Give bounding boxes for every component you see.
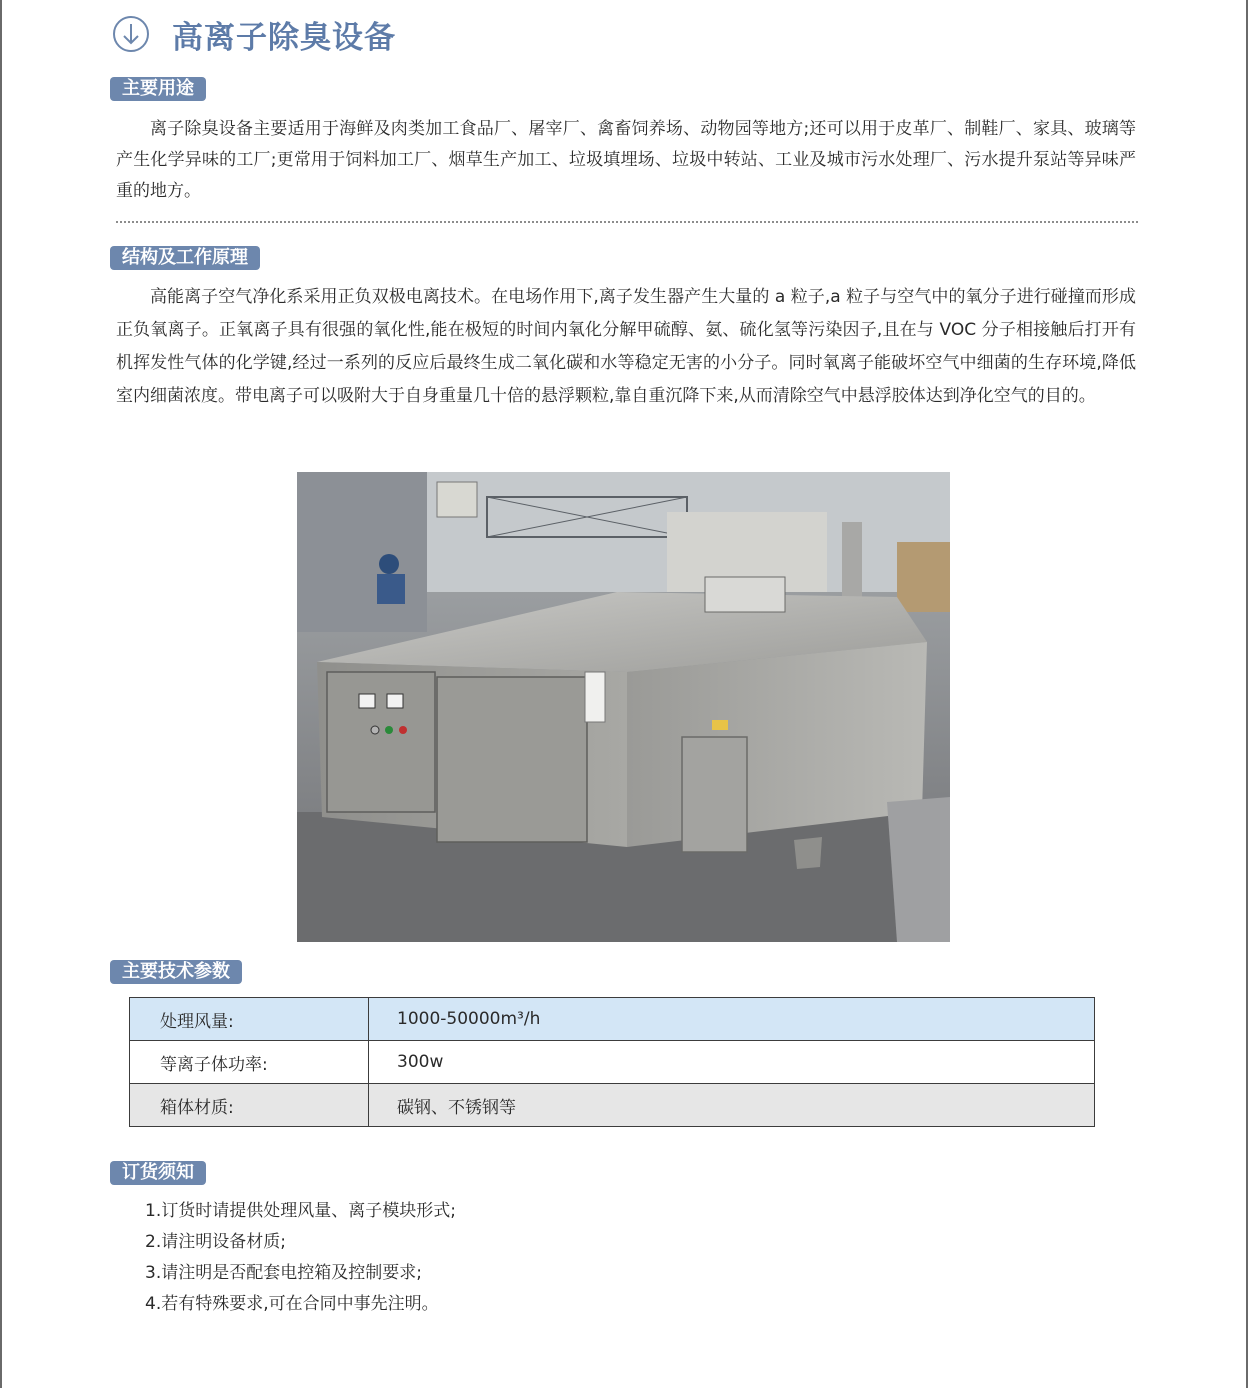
- page-border-left: [0, 0, 2, 1388]
- spec-value: 300w: [369, 1041, 1095, 1084]
- section-tag-principle: 结构及工作原理: [110, 246, 260, 270]
- page-title: 高离子除臭设备: [172, 19, 396, 56]
- spec-label: 等离子体功率:: [130, 1041, 369, 1084]
- list-item: 2.请注明设备材质;: [145, 1232, 286, 1252]
- section-tag-order: 订货须知: [110, 1161, 206, 1185]
- section-tag-specs: 主要技术参数: [110, 960, 242, 984]
- specs-table: [129, 997, 1095, 1127]
- arrow-down-circle-icon: [112, 15, 150, 53]
- list-item: 3.请注明是否配套电控箱及控制要求;: [145, 1263, 422, 1283]
- principle-paragraph: 高能离子空气净化系采用正负双极电离技术。在电场作用下,离子发生器产生大量的 a 粒子,a 粒子与空气中的氧分子进行碰撞而形成正负氧离子。正氧离子具有很强的氧化性,能在极短的时间内氧化分解甲硫醇、氨、硫化氢等污染因子,且在与 VOC 分子相接触后打开有机挥发性气体的化学键,经过一系列的反应后最终生成二氧化碳和水等稳定无害的小分子。同时氧离子能破坏空气中细菌的生存环境,降低室内细菌浓度。带电离子可以吸附大于自身重量几十倍的悬浮颗粒,靠自重沉降下来,从而清除空气中悬浮胶体达到净化空气的目的。: [116, 287, 1136, 406]
- list-item: 1.订货时请提供处理风量、离子模块形式;: [145, 1201, 456, 1221]
- spec-value: 1000-50000m³/h: [369, 998, 1095, 1041]
- list-item: 4.若有特殊要求,可在合同中事先注明。: [145, 1294, 439, 1314]
- spec-label: 箱体材质:: [130, 1084, 369, 1127]
- spec-value: 碳钢、不锈钢等: [369, 1084, 1095, 1127]
- equipment-photo: [297, 472, 950, 942]
- section-divider: [116, 221, 1138, 223]
- spec-label: 处理风量:: [130, 998, 369, 1041]
- section-tag-usage: 主要用途: [110, 77, 206, 101]
- table-row: [130, 1041, 1095, 1084]
- page-title-row: [112, 12, 396, 56]
- table-row: [130, 1084, 1095, 1127]
- usage-paragraph: 离子除臭设备主要适用于海鲜及肉类加工食品厂、屠宰厂、禽畜饲养场、动物园等地方;还可以用于皮革厂、制鞋厂、家具、玻璃等产生化学异味的工厂;更常用于饲料加工厂、烟草生产加工、垃圾填埋场、垃圾中转站、工业及城市污水处理厂、污水提升泵站等异味严重的地方。: [116, 119, 1136, 201]
- table-row: [130, 998, 1095, 1041]
- order-notes-list: [145, 1196, 456, 1320]
